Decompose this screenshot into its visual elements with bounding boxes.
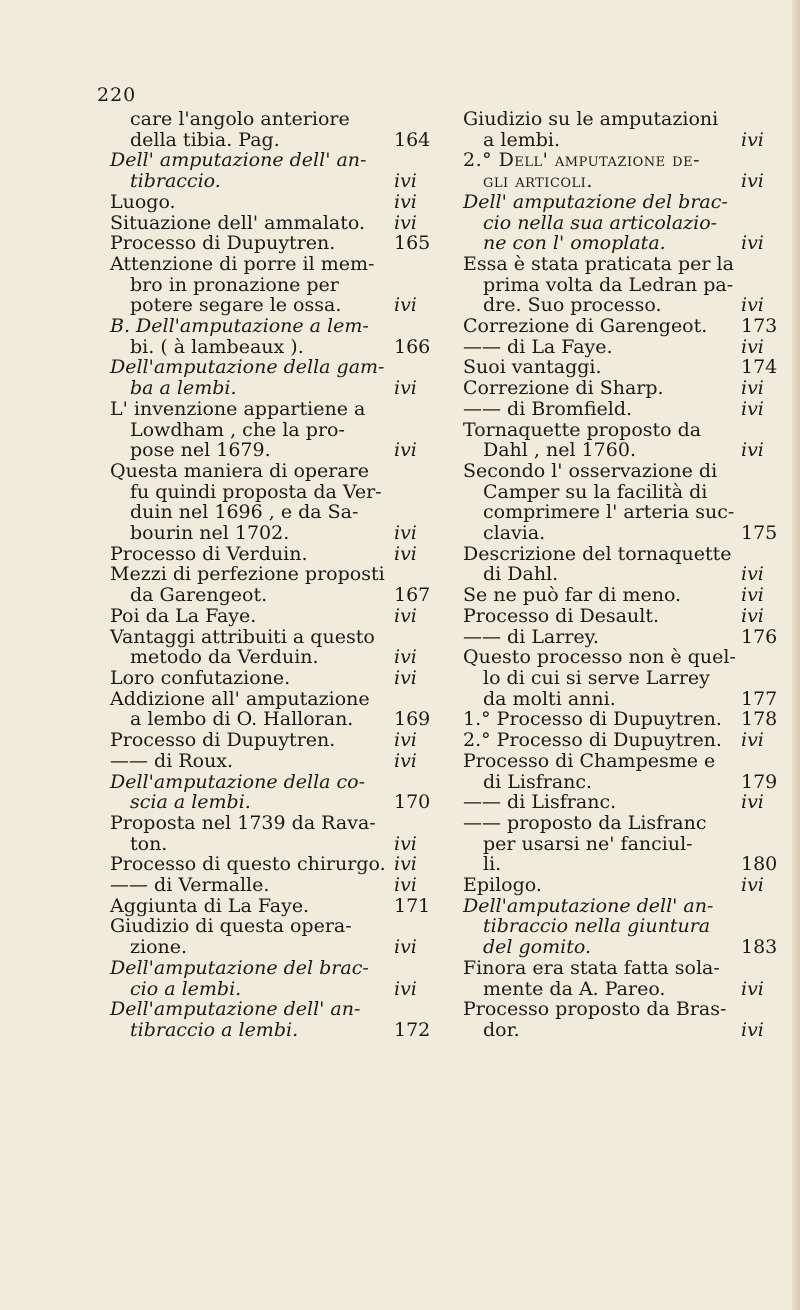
entry-page-ref: ivi <box>741 1018 764 1041</box>
index-entry <box>463 130 779 151</box>
entry-text: Epilogo. <box>463 874 542 897</box>
entry-page-ref: 174 <box>741 356 778 379</box>
entry-page-ref: ivi <box>394 749 417 772</box>
index-entry <box>463 772 779 793</box>
index-entry <box>463 854 779 875</box>
entry-text: di Lisfranc. <box>483 770 593 793</box>
entry-text: li. <box>483 853 502 876</box>
entry-page-ref: ivi <box>741 563 764 586</box>
index-entry <box>463 150 779 171</box>
entry-page-ref: 180 <box>741 853 778 876</box>
entry-text: Processo di Dupuytren. <box>110 729 336 752</box>
entry-text: —— di Vermalle. <box>110 874 270 897</box>
entry-page-ref: 171 <box>394 894 431 917</box>
entry-text: —— di Lisfranc. <box>463 791 617 814</box>
entry-page-ref: ivi <box>394 294 417 317</box>
entry-text: bi. ( à lambeaux ). <box>130 335 304 358</box>
entry-text: Descrizione del tornaquette <box>463 542 732 565</box>
entry-text: prima volta da Ledran pa- <box>483 273 734 296</box>
entry-page-ref: ivi <box>741 335 764 358</box>
entry-text: Giudizio su le amputazioni <box>463 108 719 130</box>
index-entry <box>110 337 432 358</box>
entry-text: Dell'amputazione dell' an- <box>463 894 714 917</box>
index-entry <box>110 792 432 813</box>
entry-text: della tibia. Pag. <box>130 128 280 151</box>
index-entry <box>110 420 432 441</box>
index-entry <box>463 916 779 937</box>
entry-text: 2.° Dell' amputazione de- <box>463 149 701 172</box>
index-entry <box>110 937 432 958</box>
index-entry <box>463 544 779 565</box>
index-entry <box>110 627 432 648</box>
index-entry <box>110 709 432 730</box>
index-entry <box>110 875 432 896</box>
entry-page-ref: ivi <box>741 439 764 462</box>
entry-page-ref: ivi <box>741 977 764 1000</box>
index-entry <box>463 502 779 523</box>
entry-page-ref: 173 <box>741 315 778 338</box>
entry-text: ba a lembi. <box>130 377 237 400</box>
index-entry <box>463 109 779 130</box>
entry-page-ref: ivi <box>394 874 417 897</box>
entry-page-ref: ivi <box>394 729 417 752</box>
entry-text: Tornaquette proposto da <box>463 418 702 441</box>
entry-text: Dell'amputazione dell' an- <box>110 998 361 1021</box>
entry-page-ref: ivi <box>394 666 417 689</box>
index-entry <box>110 233 432 254</box>
entry-text: Correzione di Garengeot. <box>463 315 708 338</box>
index-entry <box>110 896 432 917</box>
entry-page-ref: ivi <box>741 294 764 317</box>
entry-text: care l'angolo anteriore <box>130 108 350 130</box>
entry-text: —— di Bromfield. <box>463 397 633 420</box>
entry-page-ref: 179 <box>741 770 778 793</box>
entry-text: lo di cui si serve Larrey <box>483 666 710 689</box>
index-column-left <box>110 109 432 1041</box>
index-entry <box>463 171 779 192</box>
entry-text: Luogo. <box>110 190 176 213</box>
entry-text: Dell'amputazione della gam- <box>110 356 385 379</box>
index-entry <box>463 254 779 275</box>
entry-page-ref: 176 <box>741 625 778 648</box>
index-entry <box>110 254 432 275</box>
index-entry <box>110 192 432 213</box>
entry-page-ref: ivi <box>394 646 417 669</box>
entry-page-ref: ivi <box>394 439 417 462</box>
index-entry <box>110 461 432 482</box>
index-entry <box>110 854 432 875</box>
entry-text: Dell'amputazione della co- <box>110 770 366 793</box>
entry-text: a lembi. <box>483 128 560 151</box>
entry-page-ref: ivi <box>394 604 417 627</box>
entry-page-ref: ivi <box>394 542 417 565</box>
index-entry <box>110 813 432 834</box>
index-entry <box>110 523 432 544</box>
entry-page-ref: ivi <box>394 211 417 234</box>
entry-text: 2.° Processo di Dupuytren. <box>463 729 722 752</box>
index-entry <box>463 233 779 254</box>
entry-text: bro in pronazione per <box>130 273 339 296</box>
index-entry <box>463 792 779 813</box>
index-entry <box>463 751 779 772</box>
entry-text: gli articoli. <box>483 170 593 193</box>
index-entry <box>110 606 432 627</box>
entry-page-ref: ivi <box>394 190 417 213</box>
entry-text: Correzione di Sharp. <box>463 377 664 400</box>
entry-page-ref: 169 <box>394 708 431 731</box>
entry-page-ref: 172 <box>394 1018 431 1041</box>
entry-text: Lowdham , che la pro- <box>130 418 345 441</box>
index-entry <box>463 440 779 461</box>
index-entry <box>463 668 779 689</box>
entry-text: Proposta nel 1739 da Rava- <box>110 811 376 834</box>
index-entry <box>110 150 432 171</box>
index-entry <box>463 958 779 979</box>
entry-text: bourin nel 1702. <box>130 522 290 545</box>
entry-text: Giudizio di questa opera- <box>110 915 352 938</box>
entry-page-ref: ivi <box>741 128 764 151</box>
index-entry <box>110 647 432 668</box>
entry-text: scia a lembi. <box>130 791 251 814</box>
index-entry <box>463 999 779 1020</box>
entry-page-ref: ivi <box>741 604 764 627</box>
index-column-right <box>463 109 779 1041</box>
page-number: 220 <box>97 84 137 106</box>
index-entry <box>463 482 779 503</box>
entry-text: per usarsi ne' fanciul- <box>483 832 693 855</box>
index-entry <box>463 295 779 316</box>
entry-text: pose nel 1679. <box>130 439 271 462</box>
index-entry <box>110 834 432 855</box>
index-entry <box>110 482 432 503</box>
index-entry <box>110 213 432 234</box>
entry-text: duin nel 1696 , e da Sa- <box>130 501 359 524</box>
index-entry <box>110 544 432 565</box>
entry-text: dre. Suo processo. <box>483 294 662 317</box>
entry-text: Situazione dell' ammalato. <box>110 211 366 234</box>
entry-text: dor. <box>483 1018 520 1041</box>
index-entry <box>110 979 432 1000</box>
entry-page-ref: ivi <box>394 832 417 855</box>
entry-text: cio a lembi. <box>130 977 242 1000</box>
entry-text: Se ne può far di meno. <box>463 584 682 607</box>
entry-text: Questa maniera di operare <box>110 459 370 482</box>
entry-text: Poi da La Faye. <box>110 604 257 627</box>
entry-page-ref: ivi <box>394 377 417 400</box>
entry-text: Vantaggi attribuiti a questo <box>110 625 375 648</box>
index-entry <box>463 378 779 399</box>
index-entry <box>110 109 432 130</box>
entry-text: Secondo l' osservazione di <box>463 459 718 482</box>
entry-page-ref: 165 <box>394 232 431 255</box>
entry-text: Processo di Desault. <box>463 604 659 627</box>
index-entry <box>463 399 779 420</box>
entry-page-ref: ivi <box>394 936 417 959</box>
index-entry <box>110 1020 432 1041</box>
index-entry <box>463 585 779 606</box>
entry-page-ref: 166 <box>394 335 431 358</box>
entry-text: da molti anni. <box>483 687 616 710</box>
index-entry <box>110 440 432 461</box>
index-entry <box>110 295 432 316</box>
index-entry <box>463 689 779 710</box>
index-entry <box>463 896 779 917</box>
index-entry <box>110 378 432 399</box>
index-entry <box>110 357 432 378</box>
entry-text: Finora era stata fatta sola- <box>463 956 720 979</box>
index-entry <box>110 564 432 585</box>
entry-text: tibraccio. <box>130 170 221 193</box>
entry-text: Dell' amputazione dell' an- <box>110 149 367 172</box>
entry-text: Processo proposto da Bras- <box>463 998 727 1021</box>
index-entry <box>110 668 432 689</box>
entry-page-ref: ivi <box>741 232 764 255</box>
entry-text: metodo da Verduin. <box>130 646 319 669</box>
entry-page-ref: 177 <box>741 687 778 710</box>
entry-text: —— di Larrey. <box>463 625 599 648</box>
entry-text: di Dahl. <box>483 563 559 586</box>
entry-text: clavia. <box>483 522 546 545</box>
entry-text: Processo di Champesme e <box>463 749 716 772</box>
entry-text: fu quindi proposta da Ver- <box>130 480 382 503</box>
entry-text: Aggiunta di La Faye. <box>110 894 310 917</box>
entry-text: tibraccio a lembi. <box>130 1018 299 1041</box>
entry-page-ref: 175 <box>741 522 778 545</box>
entry-page-ref: ivi <box>394 977 417 1000</box>
entry-text: Camper su la facilità di <box>483 480 708 503</box>
page-edge <box>792 0 800 1310</box>
entry-text: Processo di Dupuytren. <box>110 232 336 255</box>
entry-text: cio nella sua articolazio- <box>483 211 718 234</box>
entry-page-ref: ivi <box>741 170 764 193</box>
index-entry <box>110 958 432 979</box>
entry-text: 1.° Processo di Dupuytren. <box>463 708 722 731</box>
entry-text: Addizione all' amputazione <box>110 687 370 710</box>
entry-page-ref: ivi <box>741 791 764 814</box>
index-entry <box>463 709 779 730</box>
entry-text: Dell'amputazione del brac- <box>110 956 369 979</box>
entry-page-ref: 167 <box>394 584 431 607</box>
entry-page-ref: ivi <box>741 397 764 420</box>
entry-text: Essa è stata praticata per la <box>463 252 734 275</box>
index-entry <box>463 316 779 337</box>
entry-text: tibraccio nella giuntura <box>483 915 711 938</box>
entry-page-ref: 164 <box>394 128 431 151</box>
entry-page-ref: ivi <box>741 874 764 897</box>
entry-page-ref: 178 <box>741 708 778 731</box>
entry-text: —— di La Faye. <box>463 335 613 358</box>
index-entry <box>110 171 432 192</box>
entry-text: Processo di Verduin. <box>110 542 308 565</box>
index-entry <box>463 564 779 585</box>
entry-page-ref: ivi <box>741 584 764 607</box>
entry-text: mente da A. Pareo. <box>483 977 666 1000</box>
entry-text: ton. <box>130 832 168 855</box>
entry-text: Questo processo non è quel- <box>463 646 736 669</box>
entry-text: Dell' amputazione del brac- <box>463 190 728 213</box>
index-entry <box>463 461 779 482</box>
entry-page-ref: 170 <box>394 791 431 814</box>
entry-text: Attenzione di porre il mem- <box>110 252 375 275</box>
index-entry <box>463 275 779 296</box>
index-entry <box>110 130 432 151</box>
entry-text: Suoi vantaggi. <box>463 356 602 379</box>
entry-text: Mezzi di perfezione proposti <box>110 563 385 586</box>
entry-page-ref: ivi <box>394 853 417 876</box>
index-entry <box>463 730 779 751</box>
entry-text: Processo di questo chirurgo. <box>110 853 386 876</box>
entry-text: —— proposto da Lisfranc <box>463 811 707 834</box>
index-entry <box>110 585 432 606</box>
index-entry <box>463 213 779 234</box>
index-entry <box>463 420 779 441</box>
index-entry <box>463 937 779 958</box>
index-entry <box>463 647 779 668</box>
index-entry <box>463 523 779 544</box>
index-entry <box>110 399 432 420</box>
entry-text: del gomito. <box>483 936 591 959</box>
entry-page-ref: ivi <box>394 522 417 545</box>
index-entry <box>110 502 432 523</box>
entry-text: zione. <box>130 936 188 959</box>
index-entry <box>110 751 432 772</box>
entry-text: a lembo di O. Halloran. <box>130 708 354 731</box>
entry-text: potere segare le ossa. <box>130 294 342 317</box>
entry-page-ref: ivi <box>394 170 417 193</box>
index-entry <box>463 357 779 378</box>
index-entry <box>463 627 779 648</box>
entry-text: L' invenzione appartiene a <box>110 397 366 420</box>
entry-page-ref: ivi <box>741 729 764 752</box>
index-entry <box>110 999 432 1020</box>
index-entry <box>110 730 432 751</box>
index-entry <box>463 192 779 213</box>
index-entry <box>110 916 432 937</box>
entry-text: ne con l' omoplata. <box>483 232 666 255</box>
index-entry <box>463 813 779 834</box>
index-entry <box>110 772 432 793</box>
index-entry <box>463 1020 779 1041</box>
entry-text: B. Dell'amputazione a lem- <box>110 315 369 338</box>
index-entry <box>463 834 779 855</box>
entry-text: comprimere l' arteria suc- <box>483 501 735 524</box>
entry-text: —— di Roux. <box>110 749 234 772</box>
index-entry <box>110 275 432 296</box>
index-entry <box>463 606 779 627</box>
entry-text: Loro confutazione. <box>110 666 291 689</box>
entry-page-ref: ivi <box>741 377 764 400</box>
index-entry <box>463 337 779 358</box>
index-entry <box>110 689 432 710</box>
index-entry <box>110 316 432 337</box>
entry-text: Dahl , nel 1760. <box>483 439 636 462</box>
entry-page-ref: 183 <box>741 936 778 959</box>
index-entry <box>463 979 779 1000</box>
entry-text: da Garengeot. <box>130 584 268 607</box>
index-entry <box>463 875 779 896</box>
